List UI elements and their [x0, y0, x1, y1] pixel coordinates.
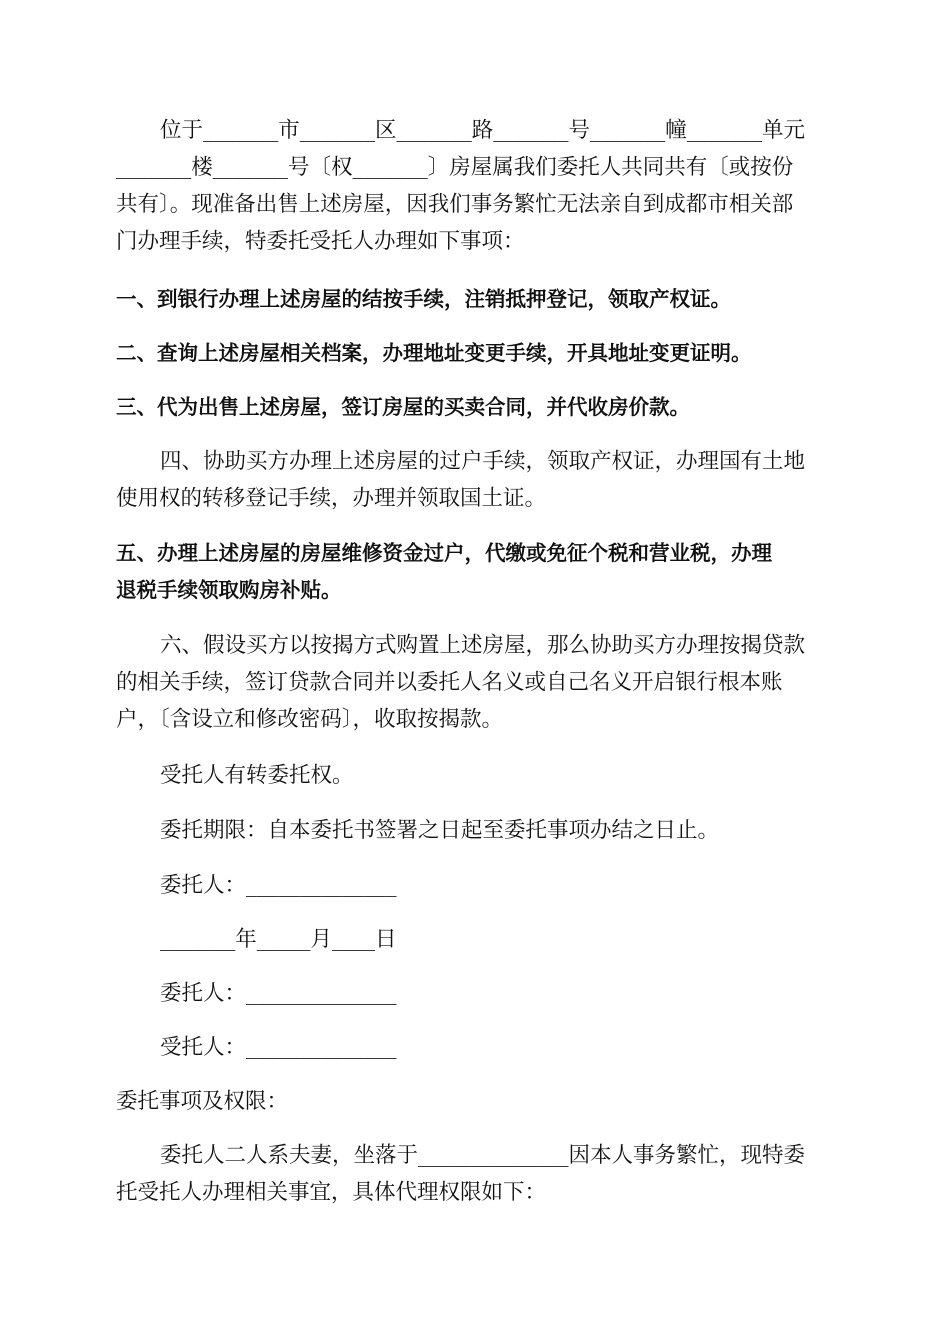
text-line: 五、办理上述房屋的房屋维修资金过户，代缴或免征个税和营业税，办理 — [116, 541, 772, 565]
text-line: 位于_______市_______区_______路_______号_______幢_______单元 — [160, 118, 806, 143]
paragraph-term — [116, 812, 832, 849]
text-line: 委托人：______________ — [160, 981, 397, 1006]
paragraph-item-4 — [116, 443, 832, 517]
paragraph-principal-signature-2 — [116, 975, 832, 1012]
paragraph-property-location — [116, 112, 832, 260]
text-line: 四、协助买方办理上述房屋的过户手续，领取产权证，办理国有土地 — [160, 449, 806, 474]
text-line: 委托人二人系夫妻，坐落于______________因本人事务繁忙，现特委 — [160, 1143, 806, 1168]
text-line: 受托人：______________ — [160, 1035, 397, 1060]
paragraph-sub-delegation — [116, 757, 832, 794]
text-line: 托受托人办理相关事宜，具体代理权限如下： — [116, 1180, 547, 1205]
text-line: 受托人有转委托权。 — [160, 763, 354, 788]
text-line: 三、代为出售上述房屋，签订房屋的买卖合同，并代收房价款。 — [116, 395, 690, 419]
text-line: 户，〔含设立和修改密码〕，收取按揭款。 — [116, 707, 504, 732]
text-line: 委托事项及权限： — [116, 1089, 289, 1114]
text-line: 六、假设买方以按揭方式购置上述房屋，那么协助买方办理按揭贷款 — [160, 633, 806, 658]
paragraph-item-3 — [116, 389, 832, 426]
text-line: _______楼_______号〔权_______〕房屋属我们委托人共同共有〔或按份 — [116, 155, 794, 180]
text-line: 委托人：______________ — [160, 873, 397, 898]
paragraph-authorization — [116, 1137, 832, 1211]
paragraph-agent-signature — [116, 1029, 832, 1066]
paragraph-date — [116, 921, 832, 958]
text-line: 二、查询上述房屋相关档案，办理地址变更手续，开具地址变更证明。 — [116, 341, 752, 365]
text-line: _______年_____月____日 — [160, 927, 397, 952]
text-line: 的相关手续，签订贷款合同并以委托人名义或自己名义开启银行根本账 — [116, 670, 783, 695]
text-line: 一、到银行办理上述房屋的结按手续，注销抵押登记，领取产权证。 — [116, 287, 731, 311]
paragraph-principal-signature — [116, 867, 832, 904]
text-line: 使用权的转移登记手续，办理并领取国土证。 — [116, 486, 547, 511]
text-line: 退税手续领取购房补贴。 — [116, 578, 342, 602]
paragraph-item-2 — [116, 335, 832, 372]
text-line: 共有〕。现准备出售上述房屋，因我们事务繁忙无法亲自到成都市相关部 — [116, 192, 794, 217]
text-line: 委托期限：自本委托书签署之日起至委托事项办结之日止。 — [160, 818, 720, 843]
paragraph-item-1 — [116, 281, 832, 318]
paragraph-item-6 — [116, 627, 832, 738]
paragraph-item-5 — [116, 535, 832, 609]
section-heading — [116, 1083, 832, 1120]
text-line: 门办理手续，特委托受托人办理如下事项： — [116, 229, 525, 254]
